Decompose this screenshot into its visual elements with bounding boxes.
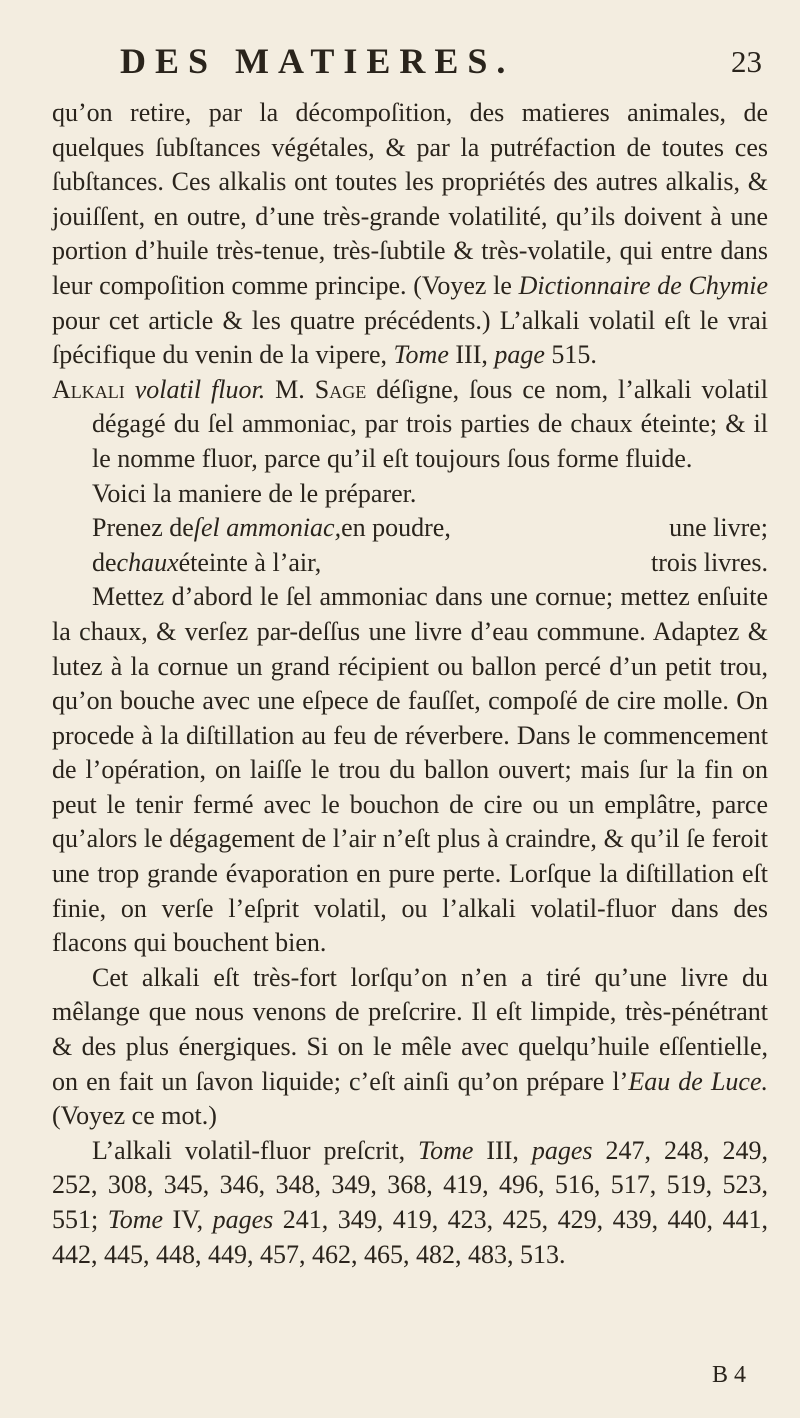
recipe-line-sel-ammoniac: Prenez deſel ammoniac,en poudre, une livre;	[52, 511, 768, 546]
paragraph-continuation: qu’on retire, par la décompoſition, des matieres animales, de quelques ſubſtances végétales, & par la putréfaction de toutes ces ſubſtances. Ces alkalis ont toutes les propriétés des autres alkalis, & jouiſſent, en outre, d’une très-grande volatilité, qu’ils doivent à une portion d’huile très-tenue, très-ſubtile & très-volatile, qui entre dans leur compoſition comme principe. (Voyez le Dictionnaire de Chymie pour cet article & les quatre précédents.) L’alkali volatil eſt le vrai ſpécifique du venin de la vipere, Tome III, page 515.	[52, 98, 768, 370]
entry-alkali-volatil-fluor: Alkali volatil fluor. M. Sage déſigne, ſous ce nom, l’alkali volatil dégagé du ſel ammoniac, par trois parties de chaux éteinte; & il le nomme fluor, parce qu’il eſt toujours ſous forme fluide.	[52, 374, 768, 473]
body-text	[52, 96, 768, 1272]
running-head	[0, 40, 800, 90]
recipe-line-chaux: dechauxéteinte à l’air, trois livres.	[52, 546, 768, 581]
author-name: Sage	[314, 374, 367, 404]
paragraph-mettez: Mettez d’abord le ſel ammoniac dans une cornue; mettez enſuite la chaux, & verſez par-deſſus une livre d’eau commune. Adaptez & lutez à la cornue un grand récipient ou ballon percé d’un petit trou, qu’on bouche avec une eſpece de fauſſet, compoſé de cire molle. On procede à la diſtillation au feu de réverbere. Dans le commencement de l’opération, on laiſſe le trou du ballon ouvert; mais ſur la fin on peut le tenir fermé avec le bouchon de cire ou un emplâtre, parce qu’alors le dégagement de l’air n’eſt plus à craindre, & qu’il ſe feroit une trop grande évaporation en pure perte. Lorſque la diſtillation eſt finie, on verſe l’eſprit volatil, ou l’alkali volatil-fluor dans des flacons qui bouchent bien.	[52, 582, 768, 958]
running-title: DES MATIERES.	[120, 41, 515, 81]
recipe-quantity: trois livres.	[651, 547, 768, 577]
paragraph-cet-alkali: Cet alkali eſt très-fort lorſqu’on n’en a tiré qu’une livre du mêlange que nous venons de preſcrire. Il eſt limpide, très-pénétrant & des plus énergiques. Si on le mêle avec quelqu’huile eſſentielle, on en fait un ſavon liquide; c’eſt ainſi qu’on prépare l’Eau de Luce. (Voyez ce mot.)	[52, 962, 768, 1131]
paragraph-voici: Voici la maniere de le préparer.	[92, 478, 417, 508]
paragraph-references: L’alkali volatil-fluor preſcrit, Tome III, pages 247, 248, 249, 252, 308, 345, 346, 348, 349, 368, 419, 496, 516, 517, 519, 523, 551; Tome IV, pages 241, 349, 419, 423, 425, 429, 439, 440, 441, 442, 445, 448, 449, 457, 462, 465, 482, 483, 513.	[52, 1135, 769, 1269]
recipe-quantity: une livre;	[669, 513, 768, 543]
entry-headword-italic: volatil fluor.	[124, 374, 266, 404]
signature-mark: B 4	[712, 1362, 747, 1388]
entry-headword: Alkali	[52, 374, 125, 404]
page-number: 23	[731, 44, 762, 79]
